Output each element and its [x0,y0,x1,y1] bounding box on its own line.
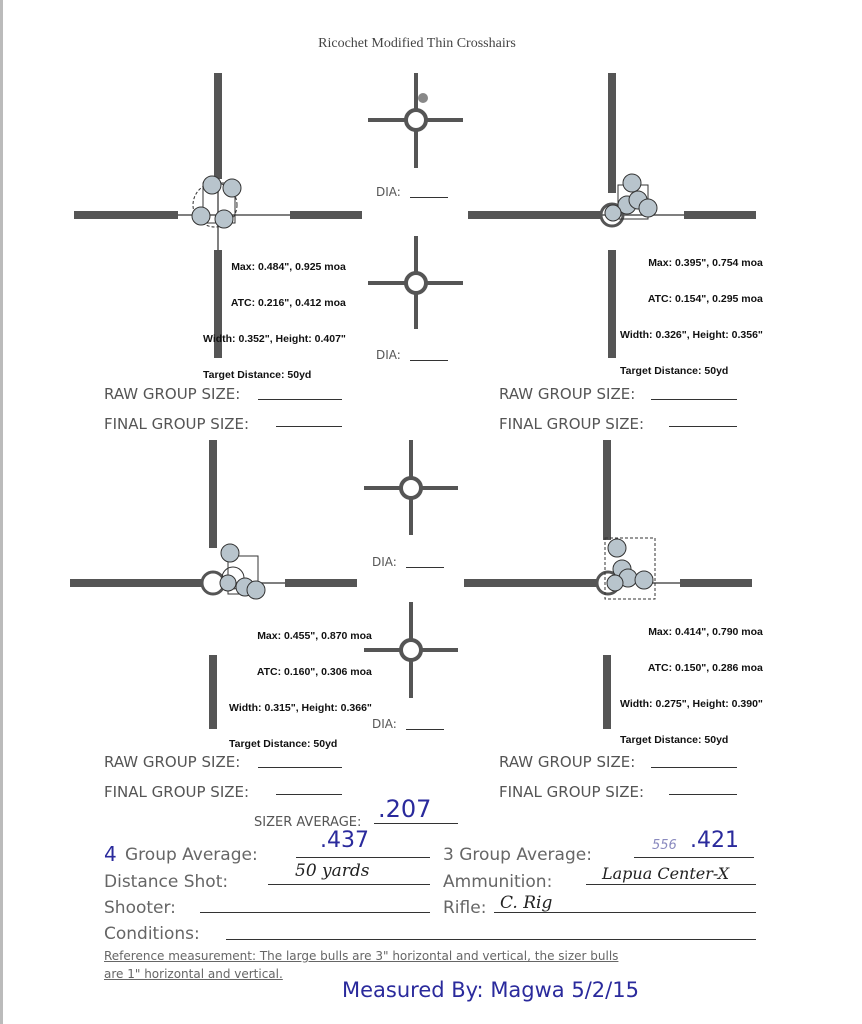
rifle-label: Rifle: [443,898,487,918]
reference-line-1: Reference measurement: The large bulls are 3" horizontal and vertical, the sizer bulls [104,949,619,963]
target-2-bottom-post [608,250,616,358]
target-4-size: Width: 0.275", Height: 0.390" [620,698,763,710]
raw-group-size-3: RAW GROUP SIZE: [104,753,241,771]
dia-text-2: DIA: [376,348,401,362]
target-4-top-post [603,440,611,540]
sizer-average-line [374,823,458,824]
dia-line-2 [410,360,448,361]
target-2-max: Max: 0.395", 0.754 moa [648,257,763,269]
four-group-prefix: 4 [104,842,117,866]
target-1-max: Max: 0.484", 0.925 moa [231,261,346,273]
target-1-stats [203,237,346,405]
final-group-size-2-line [669,426,737,427]
target-2-atc: ATC: 0.154", 0.295 moa [647,293,763,305]
target-1-size: Width: 0.352", Height: 0.407" [203,333,346,345]
target-1-distance: Target Distance: 50yd [203,369,312,381]
raw-group-size-3-line [258,767,342,768]
dia-line-3 [406,567,444,568]
target-2-left-post [468,211,602,219]
four-group-average-label: Group Average: [125,845,258,865]
final-group-size-3-line [276,794,342,795]
target-3-atc: ATC: 0.160", 0.306 moa [256,666,372,678]
dia-line-4 [406,729,444,730]
three-group-average-label: 3 Group Average: [443,845,592,865]
final-group-size-2: FINAL GROUP SIZE: [499,415,645,433]
target-3-right-post [285,579,357,587]
dia-text-1: DIA: [376,185,401,199]
ammunition-value: Lapua Center-X [602,864,730,883]
shooter-line [200,912,430,913]
target-2-size: Width: 0.326", Height: 0.356" [620,329,763,341]
target-3-stats [229,606,372,774]
target-3-size: Width: 0.315", Height: 0.366" [229,702,372,714]
target-2-stats [620,233,763,401]
distance-shot-label: Distance Shot: [104,872,229,892]
target-1-top-post [214,73,222,179]
dia-text-3: DIA: [372,555,397,569]
four-group-average-value: .437 [320,828,369,853]
target-1-left-post [74,211,178,219]
measured-by: Measured By: Magwa 5/2/15 [342,978,639,1002]
dia-label-3 [372,555,397,569]
target-3-distance: Target Distance: 50yd [229,738,338,750]
target-3-max: Max: 0.455", 0.870 moa [257,630,372,642]
final-group-size-1-line [276,426,342,427]
target-4-bottom-post [603,655,611,729]
sizer-3 [364,440,458,535]
final-group-size-4: FINAL GROUP SIZE: [499,783,645,801]
dia-label-1 [376,185,401,199]
dia-label-2 [376,348,401,362]
sizer-4 [364,602,458,698]
distance-shot-line [268,884,430,885]
target-4-left-post [464,579,598,587]
raw-group-size-4: RAW GROUP SIZE: [499,753,636,771]
target-3-left-post [70,579,204,587]
target-2-right-post [684,211,756,219]
three-group-struck-value: 556 [652,838,677,853]
dia-label-4 [372,717,397,731]
sheet-title: Ricochet Modified Thin Crosshairs [318,36,516,51]
target-4-stats [620,602,763,770]
target-4-right-post [680,579,752,587]
target-4-atc: ATC: 0.150", 0.286 moa [647,662,763,674]
final-group-size-1: FINAL GROUP SIZE: [104,415,250,433]
three-group-average-line [634,857,754,858]
target-3-bottom-post [209,655,217,729]
raw-group-size-1-line [258,399,342,400]
sizer-2 [368,236,463,329]
ammunition-line [586,884,756,885]
dia-line-1 [410,197,448,198]
conditions-label: Conditions: [104,924,200,944]
final-group-size-3: FINAL GROUP SIZE: [104,783,250,801]
sizer-average-label: SIZER AVERAGE: [254,815,362,830]
target-4-max: Max: 0.414", 0.790 moa [648,626,763,638]
distance-shot-value: 50 yards [295,861,370,881]
raw-group-size-1: RAW GROUP SIZE: [104,385,241,403]
dia-text-4: DIA: [372,717,397,731]
target-1-atc: ATC: 0.216", 0.412 moa [230,297,346,309]
reference-line-2: are 1" horizontal and vertical. [104,967,283,981]
final-group-size-4-line [669,794,737,795]
target-2-top-post [608,73,616,193]
three-group-average-value: .421 [690,828,739,853]
target-2-distance: Target Distance: 50yd [620,365,729,377]
four-group-average-line [296,857,430,858]
target-3-top-post [209,440,217,548]
sizer-1-shot [418,93,428,103]
target-1-right-post [290,211,362,219]
target-4-distance: Target Distance: 50yd [620,734,729,746]
sizer-1 [368,73,463,168]
rifle-value: C. Rig [500,893,553,913]
raw-group-size-4-line [651,767,737,768]
shooter-label: Shooter: [104,898,176,918]
sizer-average-value: .207 [378,795,432,823]
ammunition-label: Ammunition: [443,872,553,892]
raw-group-size-2: RAW GROUP SIZE: [499,385,636,403]
raw-group-size-2-line [651,399,737,400]
conditions-line [226,939,756,940]
